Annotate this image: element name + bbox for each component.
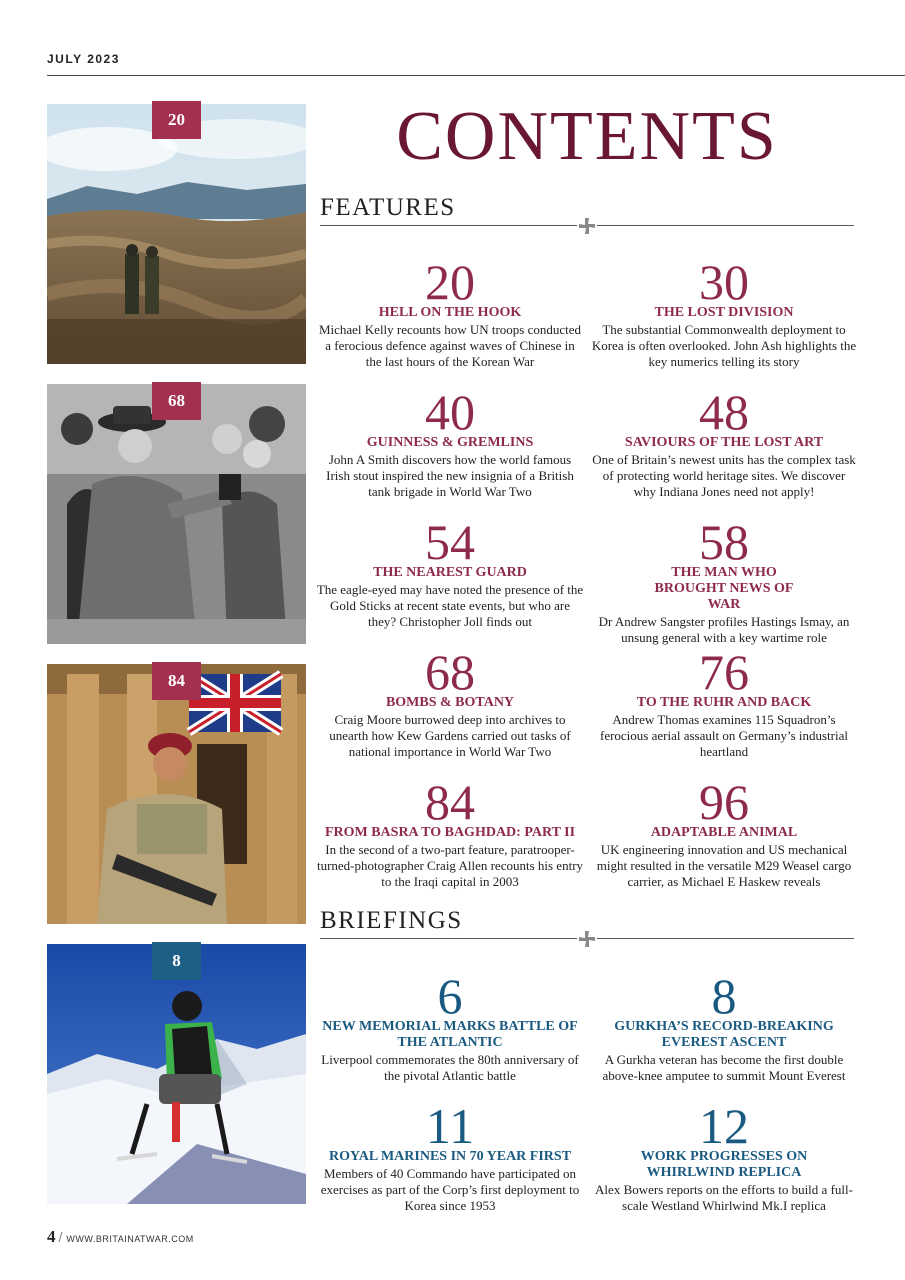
entry-description: Liverpool commemorates the 80th anniversary of the pivotal Atlantic battle bbox=[321, 1052, 579, 1084]
photo-basra-to-baghdad bbox=[47, 664, 306, 924]
website-link[interactable]: WWW.BRITAINATWAR.COM bbox=[66, 1234, 194, 1244]
photo-gurkha-everest bbox=[47, 944, 306, 1204]
entry-page-number: 58 bbox=[699, 514, 749, 570]
entry-description: The substantial Commonwealth deployment to Korea is often overlooked. John Ash highlights the key numerics telling its story bbox=[591, 322, 857, 370]
photo-badge-2: 68 bbox=[152, 382, 201, 420]
briefing-entry[interactable] bbox=[590, 1098, 858, 1214]
entry-description: The eagle-eyed may have noted the presence of the Gold Sticks at recent state events, but who are they? Christopher Joll finds out bbox=[316, 582, 584, 630]
entry-description: Dr Andrew Sangster profiles Hastings Ismay, an unsung general with a key wartime role bbox=[598, 614, 850, 646]
feature-entry[interactable] bbox=[590, 254, 858, 371]
briefing-entry[interactable] bbox=[316, 968, 584, 1084]
photo-hell-on-the-hook bbox=[47, 104, 306, 364]
entry-description: UK engineering innovation and US mechanical might resulted in the versatile M29 Weasel cargo carrier, as Michael E Haskew reveals bbox=[596, 842, 852, 890]
entry-title: NEW MEMORIAL MARKS BATTLE OF THE ATLANTIC bbox=[322, 1019, 578, 1050]
entry-title: ADAPTABLE ANIMAL bbox=[650, 825, 798, 840]
entry-title: TO THE RUHR AND BACK bbox=[636, 695, 812, 710]
feature-entry[interactable] bbox=[590, 644, 858, 761]
feature-entry[interactable] bbox=[316, 254, 584, 371]
entry-page-number: 12 bbox=[699, 1098, 749, 1154]
entry-title: ROYAL MARINES IN 70 YEAR FIRST bbox=[328, 1149, 572, 1164]
features-heading: FEATURES bbox=[320, 194, 456, 221]
entry-title: WORK PROGRESSES ON WHIRLWIND REPLICA bbox=[640, 1149, 808, 1180]
entry-title: THE LOST DIVISION bbox=[654, 305, 794, 320]
entry-title: GUINNESS & GREMLINS bbox=[366, 435, 534, 450]
feature-entry[interactable] bbox=[590, 514, 858, 646]
entry-page-number: 48 bbox=[699, 384, 749, 440]
footer-separator: / bbox=[58, 1229, 63, 1245]
feature-entry[interactable] bbox=[590, 774, 858, 891]
entry-title: FROM BASRA TO BAGHDAD: PART II bbox=[324, 825, 576, 840]
entry-description: A Gurkha veteran has become the first double above-knee amputee to summit Mount Everest bbox=[602, 1052, 846, 1084]
entry-title: SAVIOURS OF THE LOST ART bbox=[624, 435, 824, 450]
entry-title: GURKHA’S RECORD-BREAKING EVEREST ASCENT bbox=[614, 1019, 834, 1050]
entry-description: Michael Kelly recounts how UN troops conducted a ferocious defence against waves of Chinese in the last hours of the Korean War bbox=[318, 322, 582, 370]
entry-description: Craig Moore burrowed deep into archives to unearth how Kew Gardens carried out tasks of national importance in World War Two bbox=[329, 712, 571, 760]
issue-date: JULY 2023 bbox=[47, 52, 120, 66]
entry-title: HELL ON THE HOOK bbox=[378, 305, 522, 320]
entry-page-number: 8 bbox=[711, 968, 737, 1024]
entry-page-number: 68 bbox=[425, 644, 475, 700]
entry-page-number: 84 bbox=[425, 774, 475, 830]
entry-page-number: 20 bbox=[425, 254, 475, 310]
photo-badge-4: 8 bbox=[152, 942, 201, 980]
entry-description: Members of 40 Commando have participated on exercises as part of the Corp’s first deployment to Korea since 1953 bbox=[320, 1166, 580, 1214]
iron-cross-icon bbox=[577, 216, 597, 236]
page-number: 4 bbox=[47, 1227, 56, 1246]
page-footer bbox=[47, 1227, 194, 1247]
feature-entry[interactable] bbox=[316, 774, 584, 891]
entry-description: John A Smith discovers how the world famous Irish stout inspired the new insignia of a British tank brigade in World War Two bbox=[326, 452, 574, 500]
entry-page-number: 96 bbox=[699, 774, 749, 830]
entry-page-number: 30 bbox=[699, 254, 749, 310]
entry-page-number: 76 bbox=[699, 644, 749, 700]
entry-description: Andrew Thomas examines 115 Squadron’s ferocious aerial assault on Germany’s industrial heartland bbox=[599, 712, 848, 760]
briefings-heading: BRIEFINGS bbox=[320, 907, 463, 934]
feature-entry[interactable] bbox=[590, 384, 858, 501]
header-rule bbox=[47, 75, 905, 76]
entry-title: THE MAN WHO BROUGHT NEWS OF WAR bbox=[654, 565, 794, 612]
feature-entry[interactable] bbox=[316, 644, 584, 761]
iron-cross-icon bbox=[577, 929, 597, 949]
briefing-entry[interactable] bbox=[316, 1098, 584, 1215]
entry-title: THE NEAREST GUARD bbox=[373, 565, 527, 580]
photo-badge-3: 84 bbox=[152, 662, 201, 700]
page-title: CONTENTS bbox=[396, 98, 778, 175]
entry-page-number: 54 bbox=[425, 514, 475, 570]
entry-page-number: 40 bbox=[425, 384, 475, 440]
entry-title: BOMBS & BOTANY bbox=[385, 695, 515, 710]
entry-page-number: 11 bbox=[425, 1098, 475, 1154]
entry-description: In the second of a two-part feature, paratrooper-turned-photographer Craig Allen recounts his entry to the Iraqi capital in 2003 bbox=[316, 842, 584, 890]
photo-guinness-gremlins bbox=[47, 384, 306, 644]
feature-entry[interactable] bbox=[316, 384, 584, 501]
entry-page-number: 6 bbox=[437, 968, 463, 1024]
feature-entry[interactable] bbox=[316, 514, 584, 631]
briefing-entry[interactable] bbox=[590, 968, 858, 1084]
entry-description: One of Britain’s newest units has the complex task of protecting world heritage sites. We discover why Indiana Jones need not apply! bbox=[592, 452, 856, 500]
entry-description: Alex Bowers reports on the efforts to build a full-scale Westland Whirlwind Mk.I replica bbox=[595, 1182, 853, 1214]
photo-badge-1: 20 bbox=[152, 101, 201, 139]
